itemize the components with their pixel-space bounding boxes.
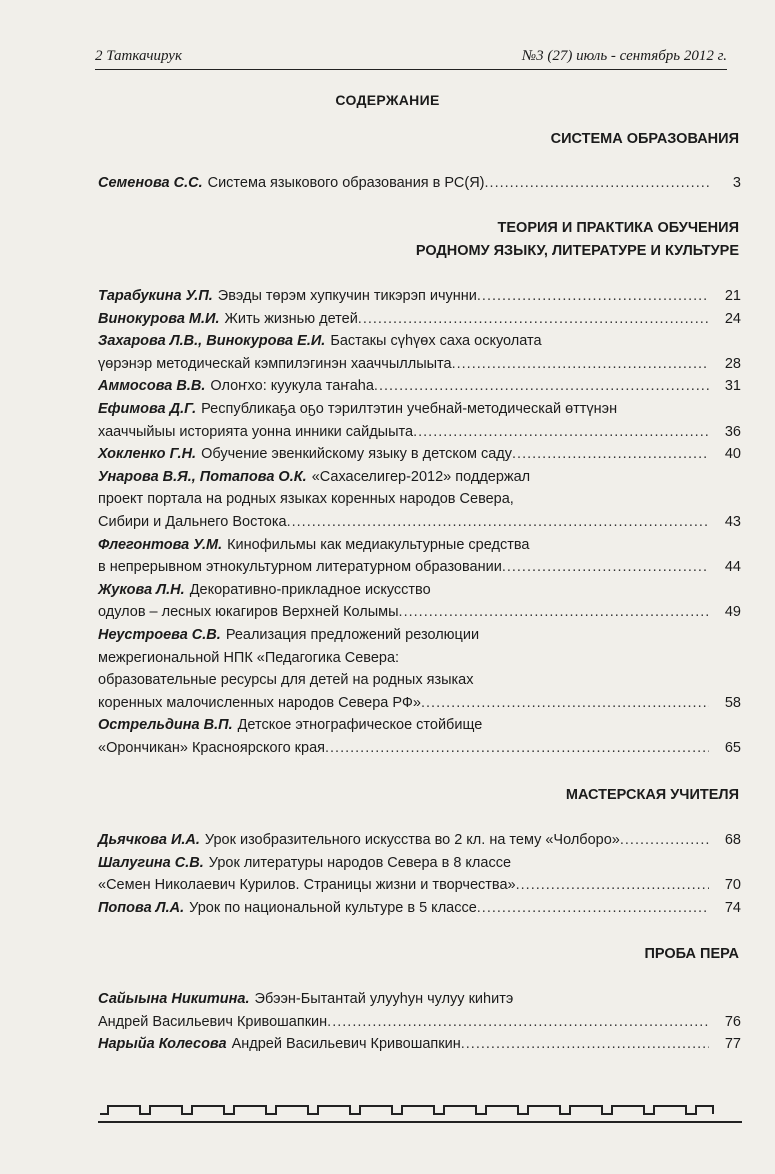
toc-entry-line [98,669,741,692]
entry-author: Хокленко Г.Н. [98,446,197,463]
dot-leader [477,285,709,308]
section-title-line: ТЕОРИЯ И ПРАКТИКА ОБУЧЕНИЯ [497,220,739,236]
toc-entry-line [98,443,741,466]
toc-section-education-system [98,172,741,195]
toc-entry-line [98,852,741,875]
toc-entry[interactable] [98,330,741,375]
entry-title: Жить жизнью детей [224,310,358,327]
toc-entry-line [98,534,741,557]
entry-title: Олоҥхо: куукула таҥаһа [210,378,374,395]
entry-author: Тарабукина У.П. [98,288,213,304]
toc-entry[interactable] [98,466,741,534]
entry-author: Винокурова М.И. [98,310,220,327]
entry-title: одулов – лесных юкагиров Верхней Колымы [98,604,399,621]
entry-title: Детское этнографическое стойбище [237,717,483,734]
toc-entry[interactable] [98,1033,741,1056]
toc-entry[interactable] [98,714,741,759]
toc-entry-line [98,692,741,715]
entry-title: «Сахаселигер-2012» поддержал [311,468,531,485]
entry-page-number: 76 [724,1013,741,1030]
entry-page-number: 36 [724,423,741,440]
toc-entry-line [98,421,741,444]
running-head-left: 2 Таткачирук [95,48,182,64]
entry-author: Флегонтова У.М. [98,536,223,553]
entry-title: Эбээн-Бытантай улууһун чулуу киһитэ [254,991,514,1007]
entry-page-number: 74 [724,899,741,916]
entry-author: Семенова С.С. [98,175,203,191]
section-title-theory-practice [416,217,739,263]
entry-title: проект портала на родных языках коренных народов Севера, [98,491,514,508]
entry-title: Система языкового образования в РС(Я) [207,175,485,191]
entry-title: Андрей Васильевич Кривошапкин [231,1036,461,1053]
toc-entry[interactable] [98,308,741,331]
dot-leader [325,737,709,760]
section-title-line: ПРОБА ПЕРА [644,946,739,962]
toc-entry-line [98,308,741,331]
entry-title: Обучение эвенкийскому языку в детском саду [201,446,513,463]
entry-title: Эвэды төрэм хупкучин тикэрэп ичунни [217,288,477,304]
section-title-teacher-workshop [566,784,739,807]
entry-title: коренных малочисленных народов Севера РФ» [98,694,421,711]
entry-page-number: 24 [724,310,741,327]
toc-entry-line [98,897,741,920]
toc-entry-line [98,488,741,511]
dot-leader [374,375,709,398]
toc-entry-line [98,714,741,737]
toc-entry[interactable] [98,988,741,1033]
entry-title: Андрей Васильевич Кривошапкин [98,1013,328,1030]
dot-leader [512,443,709,466]
entry-title: Урок по национальной культуре в 5 классе [189,899,477,916]
toc-entry-line [98,353,741,376]
toc-entry-line [98,285,741,308]
dot-leader [358,308,709,331]
entry-author: Острельдина В.П. [98,717,233,734]
entry-author: Сайыына Никитина. [98,991,250,1007]
entry-page-number: 77 [724,1036,741,1053]
entry-page-number: 70 [724,877,741,894]
dot-leader [516,874,709,897]
entry-title: Бастакы сүһүөх саха оскуолата [330,333,542,350]
dot-leader [413,421,709,444]
toc-entry-line [98,330,741,353]
toc-entry-line [98,375,741,398]
entry-author: Аммосова В.В. [98,378,206,395]
toc-entry-line [98,829,741,852]
toc-entry-line [98,579,741,602]
toc-entry[interactable] [98,443,741,466]
dot-leader [502,556,709,579]
entry-title: в непрерывном этнокультурном литературном образовании [98,559,502,576]
section-title-line: РОДНОМУ ЯЗЫКУ, ЛИТЕРАТУРЕ И КУЛЬТУРЕ [415,243,739,259]
entry-page-number: 58 [724,694,741,711]
running-head [95,48,727,70]
entry-page-number: 40 [724,446,741,463]
toc-entry[interactable] [98,285,741,308]
entry-title: үөрэнэр методическай кэмпилэгинэн хааччыллыыта [98,355,452,372]
entry-author: Дьячкова И.А. [98,832,200,848]
entry-title: Реализация предложений резолюции [225,626,480,643]
entry-title: Урок изобразительного искусства во 2 кл. на тему «Чолборо» [204,832,620,848]
toc-entry-line [98,601,741,624]
toc-entry[interactable] [98,829,741,852]
toc-section-pen-trial [98,988,741,1056]
dot-leader [477,897,709,920]
entry-author: Ефимова Д.Г. [98,400,197,417]
entry-page-number: 43 [724,513,741,530]
toc-entry-line [98,737,741,760]
entry-page-number: 31 [724,378,741,395]
dot-leader [620,829,709,852]
entry-author: Шалугина С.В. [98,854,204,871]
entry-title: Декоративно-прикладное искусство [189,581,431,598]
toc-entry-line [98,1011,741,1034]
entry-title: «Семен Николаевич Курилов. Страницы жизни и творчества» [98,877,516,894]
toc-entry[interactable] [98,398,741,443]
section-title-education-system [551,128,739,151]
contents-title: СОДЕРЖАНИЕ [335,92,440,108]
section-title-line: МАСТЕРСКАЯ УЧИТЕЛЯ [565,787,739,803]
running-head-right: №3 (27) июль - сентябрь 2012 г. [521,48,727,64]
toc-entry-line [98,511,741,534]
toc-section-teacher-workshop [98,829,741,919]
entry-author: Захарова Л.В., Винокурова Е.И. [98,333,326,350]
entry-page-number: 28 [724,355,741,372]
entry-author: Нарыйа Колесова [98,1036,227,1053]
dot-leader [327,1011,709,1034]
dot-leader [421,692,709,715]
entry-author: Жукова Л.Н. [98,581,185,598]
toc-entry[interactable] [98,624,741,714]
entry-page-number: 21 [724,288,741,304]
toc-section-theory-practice [98,285,741,759]
section-title-line: СИСТЕМА ОБРАЗОВАНИЯ [550,131,739,147]
toc-entry-line [98,624,741,647]
section-title-pen-trial [644,943,739,966]
entry-page-number: 44 [724,559,741,576]
entry-page-number: 3 [732,175,741,191]
toc-entry[interactable] [98,579,741,624]
dot-leader [287,511,709,534]
entry-title: межрегиональной НПК «Педагогика Севера: [98,649,400,666]
entry-title: «Орончикан» Красноярского края [98,739,325,756]
toc-entry-line [98,1033,741,1056]
entry-title: Республикаҕа оҕо тэрилтэтин учебнай-методическай өттүнэн [201,400,618,417]
dot-leader [461,1033,709,1056]
dot-leader [452,353,709,376]
entry-page-number: 68 [724,832,741,848]
toc-entry[interactable] [98,897,741,920]
toc-entry-line [98,466,741,489]
entry-title: хааччыйыы историята уонна инники сайдыыта [98,423,414,440]
toc-entry-line [98,988,741,1011]
entry-title: Сибири и Дальнего Востока [98,513,287,530]
toc-entry[interactable] [98,375,741,398]
toc-entry[interactable] [98,172,741,195]
toc-entry-line [98,172,741,195]
toc-entry-line [98,398,741,421]
toc-entry-line [98,874,741,897]
entry-page-number: 65 [724,739,741,756]
entry-title: Урок литературы народов Севера в 8 классе [208,854,512,871]
dot-leader [485,172,709,195]
toc-entry[interactable] [98,534,741,579]
toc-entry[interactable] [98,852,741,897]
entry-title: образовательные ресурсы для детей на родных языках [98,672,474,689]
entry-page-number: 49 [724,604,741,621]
toc-entry-line [98,556,741,579]
toc-entry-line [98,647,741,670]
dot-leader [399,601,709,624]
entry-author: Неустроева С.В. [98,626,221,643]
entry-author: Унарова В.Я., Потапова О.К. [98,468,307,485]
entry-title: Кинофильмы как медиакультурные средства [227,536,530,553]
footer-ornament [98,1098,742,1138]
entry-author: Попова Л.А. [98,899,185,916]
